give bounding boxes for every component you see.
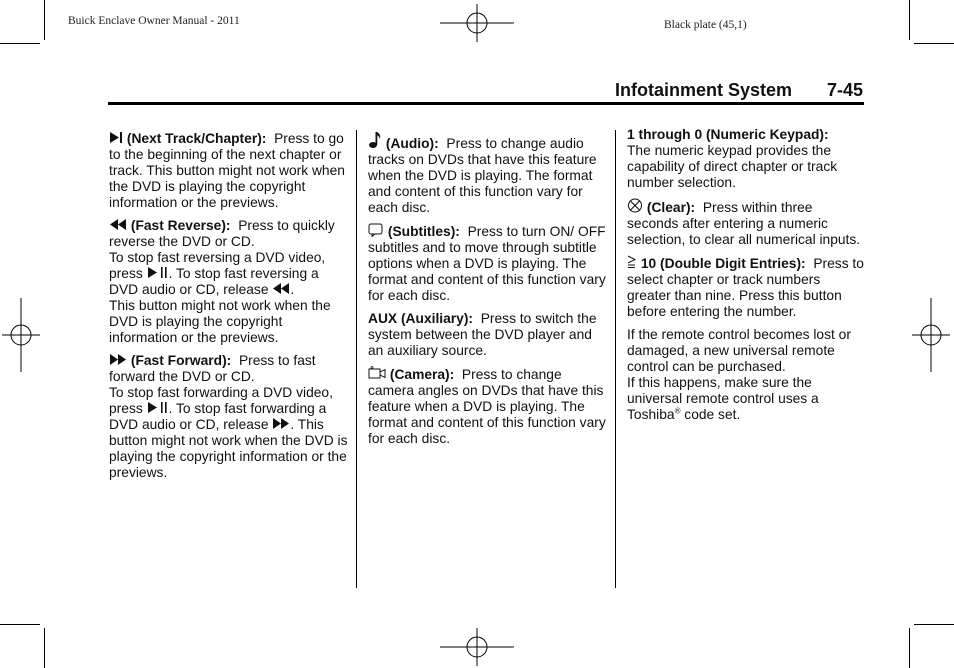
next-track-entry bbox=[109, 131, 349, 211]
fast-forward-text: Press to fast forward the DVD or CD. bbox=[109, 353, 316, 384]
registration-mark-icon bbox=[440, 628, 514, 666]
remote-text-2a: If this happens, make sure the universal remote control uses a Toshiba bbox=[627, 375, 819, 422]
double-digit-text: Press to select chapter or track numbers greater than nine. Press this button before entering the number. bbox=[627, 256, 864, 319]
page-number: 7-45 bbox=[827, 80, 864, 100]
fast-forward-stop-a: To stop fast forwarding a DVD video, press bbox=[109, 385, 333, 416]
aux-entry bbox=[368, 311, 608, 359]
camera-label: (Camera): bbox=[389, 367, 455, 382]
fast-forward-stop-c: . This button might not work when the DVD is playing the copyright information or the previews. bbox=[109, 417, 348, 480]
print-header-right: Black plate (45,1) bbox=[664, 19, 747, 31]
subtitles-label: (Subtitles): bbox=[387, 224, 460, 239]
fast-reverse-stop-a: To stop fast reversing a DVD video, press bbox=[109, 250, 326, 281]
double-digit-entry bbox=[627, 255, 867, 320]
aux-label: AUX (Auxiliary): bbox=[368, 311, 474, 326]
crop-mark bbox=[909, 0, 910, 40]
camera-text: Press to change camera angles on DVDs that have this feature when a DVD is playing. The format and content of this function vary for each disc. bbox=[368, 367, 606, 446]
subtitles-icon bbox=[368, 223, 384, 237]
fast-reverse-stop-b: . To stop fast reversing a DVD audio or CD, release bbox=[109, 266, 319, 297]
column-divider bbox=[356, 130, 357, 588]
fast-reverse-text: Press to quickly reverse the DVD or CD. bbox=[109, 218, 335, 249]
next-track-icon bbox=[109, 131, 123, 144]
fast-forward-stop-b: . To stop fast forwarding a DVD audio or CD, release bbox=[109, 401, 327, 432]
clear-icon bbox=[627, 198, 643, 213]
section-title: Infotainment System bbox=[615, 80, 793, 100]
print-header-left: Buick Enclave Owner Manual - 2011 bbox=[68, 15, 240, 27]
next-track-label: (Next Track/Chapter): bbox=[126, 131, 267, 146]
clear-entry bbox=[627, 198, 867, 248]
column-3 bbox=[627, 127, 867, 430]
aux-text: Press to switch the system between the DVD player and an auxiliary source. bbox=[368, 311, 597, 358]
keypad-entry bbox=[627, 127, 867, 191]
crop-mark bbox=[44, 0, 45, 40]
registration-mark-icon bbox=[440, 4, 514, 42]
header-rule bbox=[108, 102, 864, 105]
audio-label: (Audio): bbox=[385, 136, 439, 151]
greater-equal-icon bbox=[627, 255, 637, 269]
fast-reverse-note: This button might not work when the DVD is playing the copyright information or the previews. bbox=[109, 298, 331, 345]
play-pause-icon bbox=[147, 266, 169, 279]
fast-reverse-icon bbox=[272, 282, 290, 295]
registered-mark: ® bbox=[674, 406, 681, 416]
subtitles-text: Press to turn ON/ OFF subtitles and to move through subtitle options when a DVD is playing. The format and content of this function vary for each disc. bbox=[368, 224, 606, 303]
crop-mark bbox=[44, 628, 45, 668]
crop-mark bbox=[0, 624, 40, 625]
crop-mark bbox=[914, 624, 954, 625]
remote-text-1: If the remote control becomes lost or damaged, a new universal remote control can be purchased. bbox=[627, 327, 851, 374]
fast-reverse-entry bbox=[109, 218, 349, 346]
play-pause-icon bbox=[147, 401, 169, 414]
keypad-label: 1 through 0 (Numeric Keypad): bbox=[627, 127, 829, 142]
music-note-icon bbox=[368, 131, 382, 149]
column-1 bbox=[109, 131, 349, 488]
camera-icon bbox=[368, 366, 386, 380]
registration-mark-icon bbox=[912, 298, 950, 372]
crop-mark bbox=[909, 628, 910, 668]
next-track-text: Press to go to the beginning of the next chapter or track. This button might not work when the DVD is playing the copyright information or the previews. bbox=[109, 131, 345, 210]
subtitles-entry bbox=[368, 223, 608, 304]
remote-text-2b: code set. bbox=[680, 407, 741, 422]
keypad-text: The numeric keypad provides the capability of direct chapter or track number selection. bbox=[627, 143, 838, 190]
clear-label: (Clear): bbox=[646, 200, 696, 215]
column-divider bbox=[615, 130, 616, 588]
fast-forward-entry bbox=[109, 353, 349, 481]
clear-text: Press within three seconds after entering a numeric selection, to clear all numerical inputs. bbox=[627, 200, 861, 247]
fast-forward-icon bbox=[272, 417, 290, 430]
audio-entry bbox=[368, 131, 608, 216]
double-digit-label: 10 (Double Digit Entries): bbox=[640, 256, 806, 271]
fast-forward-icon bbox=[109, 353, 127, 366]
camera-entry bbox=[368, 366, 608, 447]
fast-reverse-label: (Fast Reverse): bbox=[130, 218, 231, 233]
remote-entry bbox=[627, 327, 867, 423]
fast-reverse-icon bbox=[109, 218, 127, 231]
column-2 bbox=[368, 131, 608, 454]
registration-mark-icon bbox=[2, 298, 40, 372]
crop-mark bbox=[914, 43, 954, 44]
fast-reverse-stop-c: . bbox=[290, 282, 295, 297]
audio-text: Press to change audio tracks on DVDs that have this feature when the DVD is playing. The format and content of this function vary for each disc. bbox=[368, 136, 597, 215]
fast-forward-label: (Fast Forward): bbox=[130, 353, 232, 368]
crop-mark bbox=[0, 43, 40, 44]
